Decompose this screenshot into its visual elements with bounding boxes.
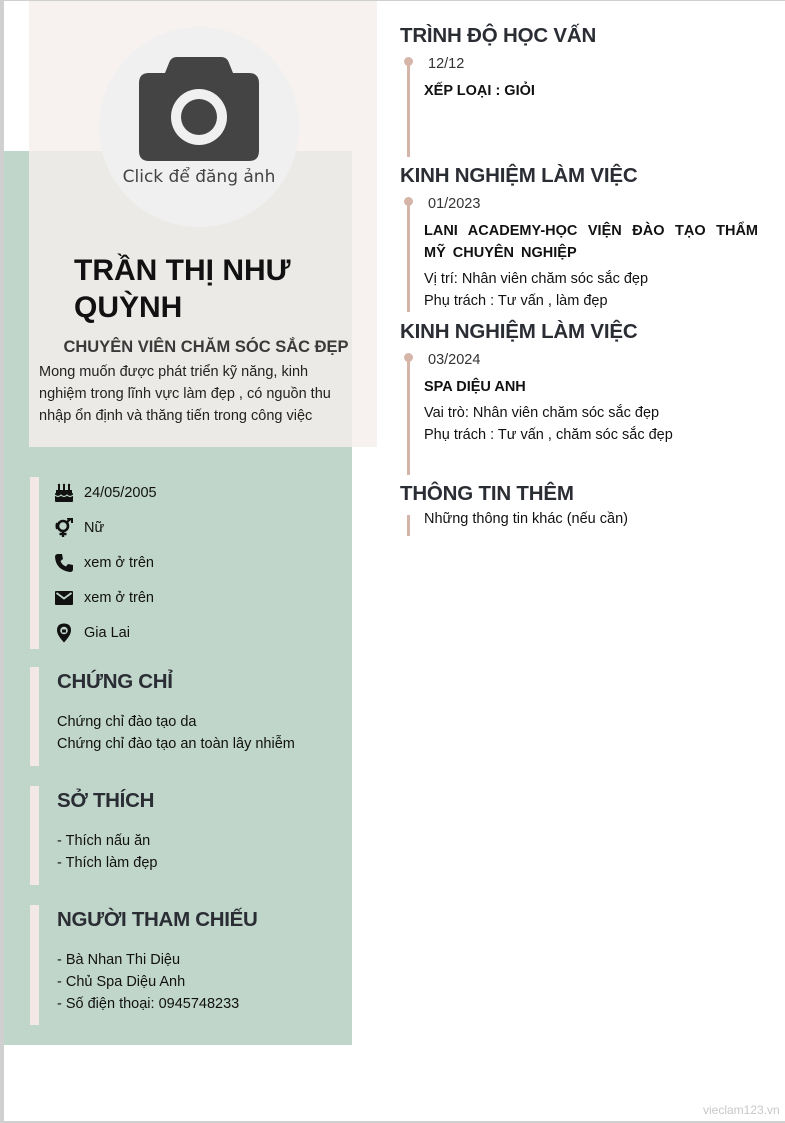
hobbies-heading: SỞ THÍCH	[57, 789, 155, 812]
experience-date: 03/2024	[428, 352, 481, 368]
experience-timeline	[407, 198, 410, 312]
education-title: XẾP LOẠI : GIỎI	[424, 83, 535, 99]
hobby-item: - Thích nấu ăn	[57, 833, 151, 849]
reference-item: - Số điện thoại: 0945748233	[57, 996, 240, 1012]
photo-upload[interactable]	[99, 27, 299, 227]
timeline-dot	[404, 197, 413, 206]
gender-icon	[54, 518, 74, 538]
experience-company: SPA DIỆU ANH	[424, 379, 526, 395]
watermark: vieclam123.vn	[703, 1103, 780, 1117]
career-objective: Mong muốn được phát triển kỹ năng, kinh nghiệm trong lĩnh vực làm đẹp , có nguồn thu nhập ổn định và thăng tiến trong công việc	[39, 364, 331, 424]
hobbies-list	[57, 830, 157, 874]
reference-item: - Bà Nhan Thi Diệu	[57, 952, 181, 968]
additional-info-text: Những thông tin khác (nếu cần)	[424, 511, 628, 527]
job-title: CHUYÊN VIÊN CHĂM SÓC SẮC ĐẸP	[63, 338, 349, 356]
experience-details	[424, 268, 648, 312]
references-list	[57, 949, 239, 1015]
phone-icon	[54, 553, 74, 573]
experience-line: Phụ trách : Tư vấn , chăm sóc sắc đẹp	[424, 427, 673, 443]
experience-line: Phụ trách : Tư vấn , làm đẹp	[424, 293, 608, 309]
references-heading: NGƯỜI THAM CHIẾU	[57, 908, 258, 931]
experience-heading: KINH NGHIỆM LÀM VIỆC	[400, 320, 638, 343]
contact-phone	[54, 552, 154, 574]
certificates-list	[57, 711, 295, 755]
experience-date: 01/2023	[428, 196, 481, 212]
photo-upload-label: Click để đăng ảnh	[122, 167, 276, 187]
experience-details	[424, 402, 673, 446]
education-date: 12/12	[428, 56, 465, 72]
contact-address-value: Gia Lai	[84, 625, 130, 641]
experience-company: LANI ACADEMY-HỌC VIỆN ĐÀO TẠO THẨM MỸ CHUYÊN NGHIỆP	[424, 223, 758, 261]
education-heading: TRÌNH ĐỘ HỌC VẤN	[400, 24, 597, 47]
location-icon	[54, 623, 74, 643]
contact-birthday	[54, 482, 157, 504]
timeline-dot	[404, 57, 413, 66]
additional-info-bar	[407, 515, 410, 536]
contact-email	[54, 587, 154, 609]
contact-email-value: xem ở trên	[84, 590, 154, 606]
contact-gender	[54, 517, 104, 539]
references-accent-bar	[30, 905, 39, 1025]
hobbies-accent-bar	[30, 786, 39, 885]
contact-accent-bar	[30, 477, 39, 649]
camera-icon	[139, 57, 259, 161]
experience-heading: KINH NGHIỆM LÀM VIỆC	[400, 164, 638, 187]
additional-info-heading: THÔNG TIN THÊM	[400, 482, 574, 505]
experience-line: Vị trí: Nhân viên chăm sóc sắc đẹp	[424, 271, 649, 287]
contact-phone-value: xem ở trên	[84, 555, 154, 571]
reference-item: - Chủ Spa Diệu Anh	[57, 974, 186, 990]
contact-gender-value: Nữ	[84, 520, 105, 536]
experience-timeline	[407, 354, 410, 475]
certificates-accent-bar	[30, 667, 39, 766]
experience-line: Vai trò: Nhân viên chăm sóc sắc đẹp	[424, 405, 660, 421]
hobby-item: - Thích làm đẹp	[57, 855, 158, 871]
certificate-item: Chứng chỉ đào tạo da	[57, 714, 197, 730]
certificate-item: Chứng chỉ đào tạo an toàn lây nhiễm	[57, 736, 295, 752]
certificates-heading: CHỨNG CHỈ	[57, 670, 173, 693]
candidate-name: TRẦN THỊ NHƯ QUỲNH	[74, 254, 291, 324]
contact-birthday-value: 24/05/2005	[84, 485, 157, 501]
birthday-cake-icon	[54, 483, 74, 503]
email-icon	[54, 588, 74, 608]
contact-address	[54, 622, 130, 644]
timeline-dot	[404, 353, 413, 362]
education-timeline	[407, 58, 410, 157]
